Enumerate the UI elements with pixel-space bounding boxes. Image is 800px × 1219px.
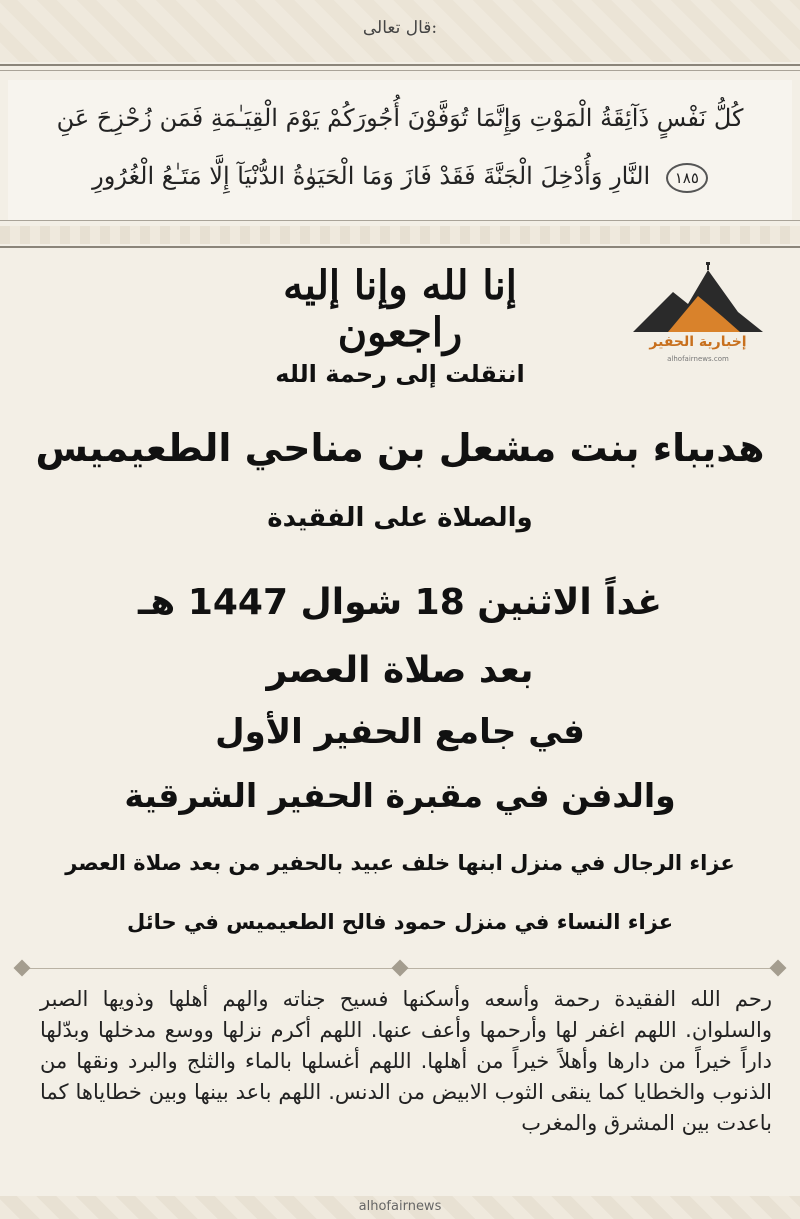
funeral-date: غداً الاثنين 18 شوال 1447 هـ <box>138 582 662 623</box>
divider <box>0 64 800 66</box>
divider <box>0 246 800 248</box>
funeral-time: بعد صلاة العصر <box>266 650 534 691</box>
verse-line-1: كُلُّ نَفْسٍ ذَآئِقَةُ الْمَوْتِ وَإِنَّمَا تُوَفَّوْنَ أُجُورَكُمْ يَوْمَ الْقِيَـٰمَةِ فَمَن زُحْزِحَ عَنِ <box>56 104 744 132</box>
funeral-place: في جامع الحفير الأول <box>215 712 585 752</box>
logo-name: إخبارية الحفير <box>649 334 747 350</box>
burial-place: والدفن في مقبرة الحفير الشرقية <box>124 776 676 815</box>
deceased-name: هديباء بنت مشعل بن مناحي الطعيميس <box>35 426 765 470</box>
women-condolence: عزاء النساء في منزل حمود فالح الطعيميس في حائل <box>126 910 674 934</box>
logo-website: alhofairnews.com <box>667 355 729 363</box>
passed-away-text: انتقلت إلى رحمة الله <box>275 360 525 388</box>
verse-line-2 <box>28 162 772 193</box>
mountain-logo-icon <box>628 262 768 337</box>
dua-text: رحم الله الفقيدة رحمة وأسعه وأسكنها فسيح جناته والهم أهلها وذويها الصبر والسلوان. اللهم اغفر لها وأرحمها وأعف عنها. اللهم أكرم نزلها ووسع مدخلها وبدّلها داراً خيراً من دارها وأهلاً خيراً من أهلها. اللهم أغسلها بالماء والثلج والبرد ونقها من الذنوب والخطايا كما ينقى الثوب الابيض من الدنس. اللهم باعد بينها وبين خطاياها كما باعدت بين المشرق والمغرب <box>40 987 772 1135</box>
men-condolence: عزاء الرجال في منزل ابنها خلف عبيد بالحفير من بعد صلاة العصر <box>65 851 735 875</box>
istirja-calligraphy: إنا لله وإنا إليه راجعون <box>283 262 517 356</box>
verse-intro: قال تعالى: <box>362 18 438 38</box>
ornament-band <box>0 226 800 244</box>
news-logo <box>628 262 768 372</box>
verse-text: النَّارِ وَأُدْخِلَ الْجَنَّةَ فَقَدْ فَازَ وَمَا الْحَيَوٰةُ الدُّنْيَآ إِلَّا مَتَـٰعُ الْغُرُورِ <box>92 162 651 190</box>
watermark: alhofairnews <box>358 1199 442 1214</box>
verse-number-badge: ١٨٥ <box>666 163 708 193</box>
divider <box>0 70 800 71</box>
prayer-intro: والصلاة على الفقيدة <box>267 503 533 533</box>
divider <box>0 220 800 221</box>
quran-verse-box <box>8 80 792 220</box>
